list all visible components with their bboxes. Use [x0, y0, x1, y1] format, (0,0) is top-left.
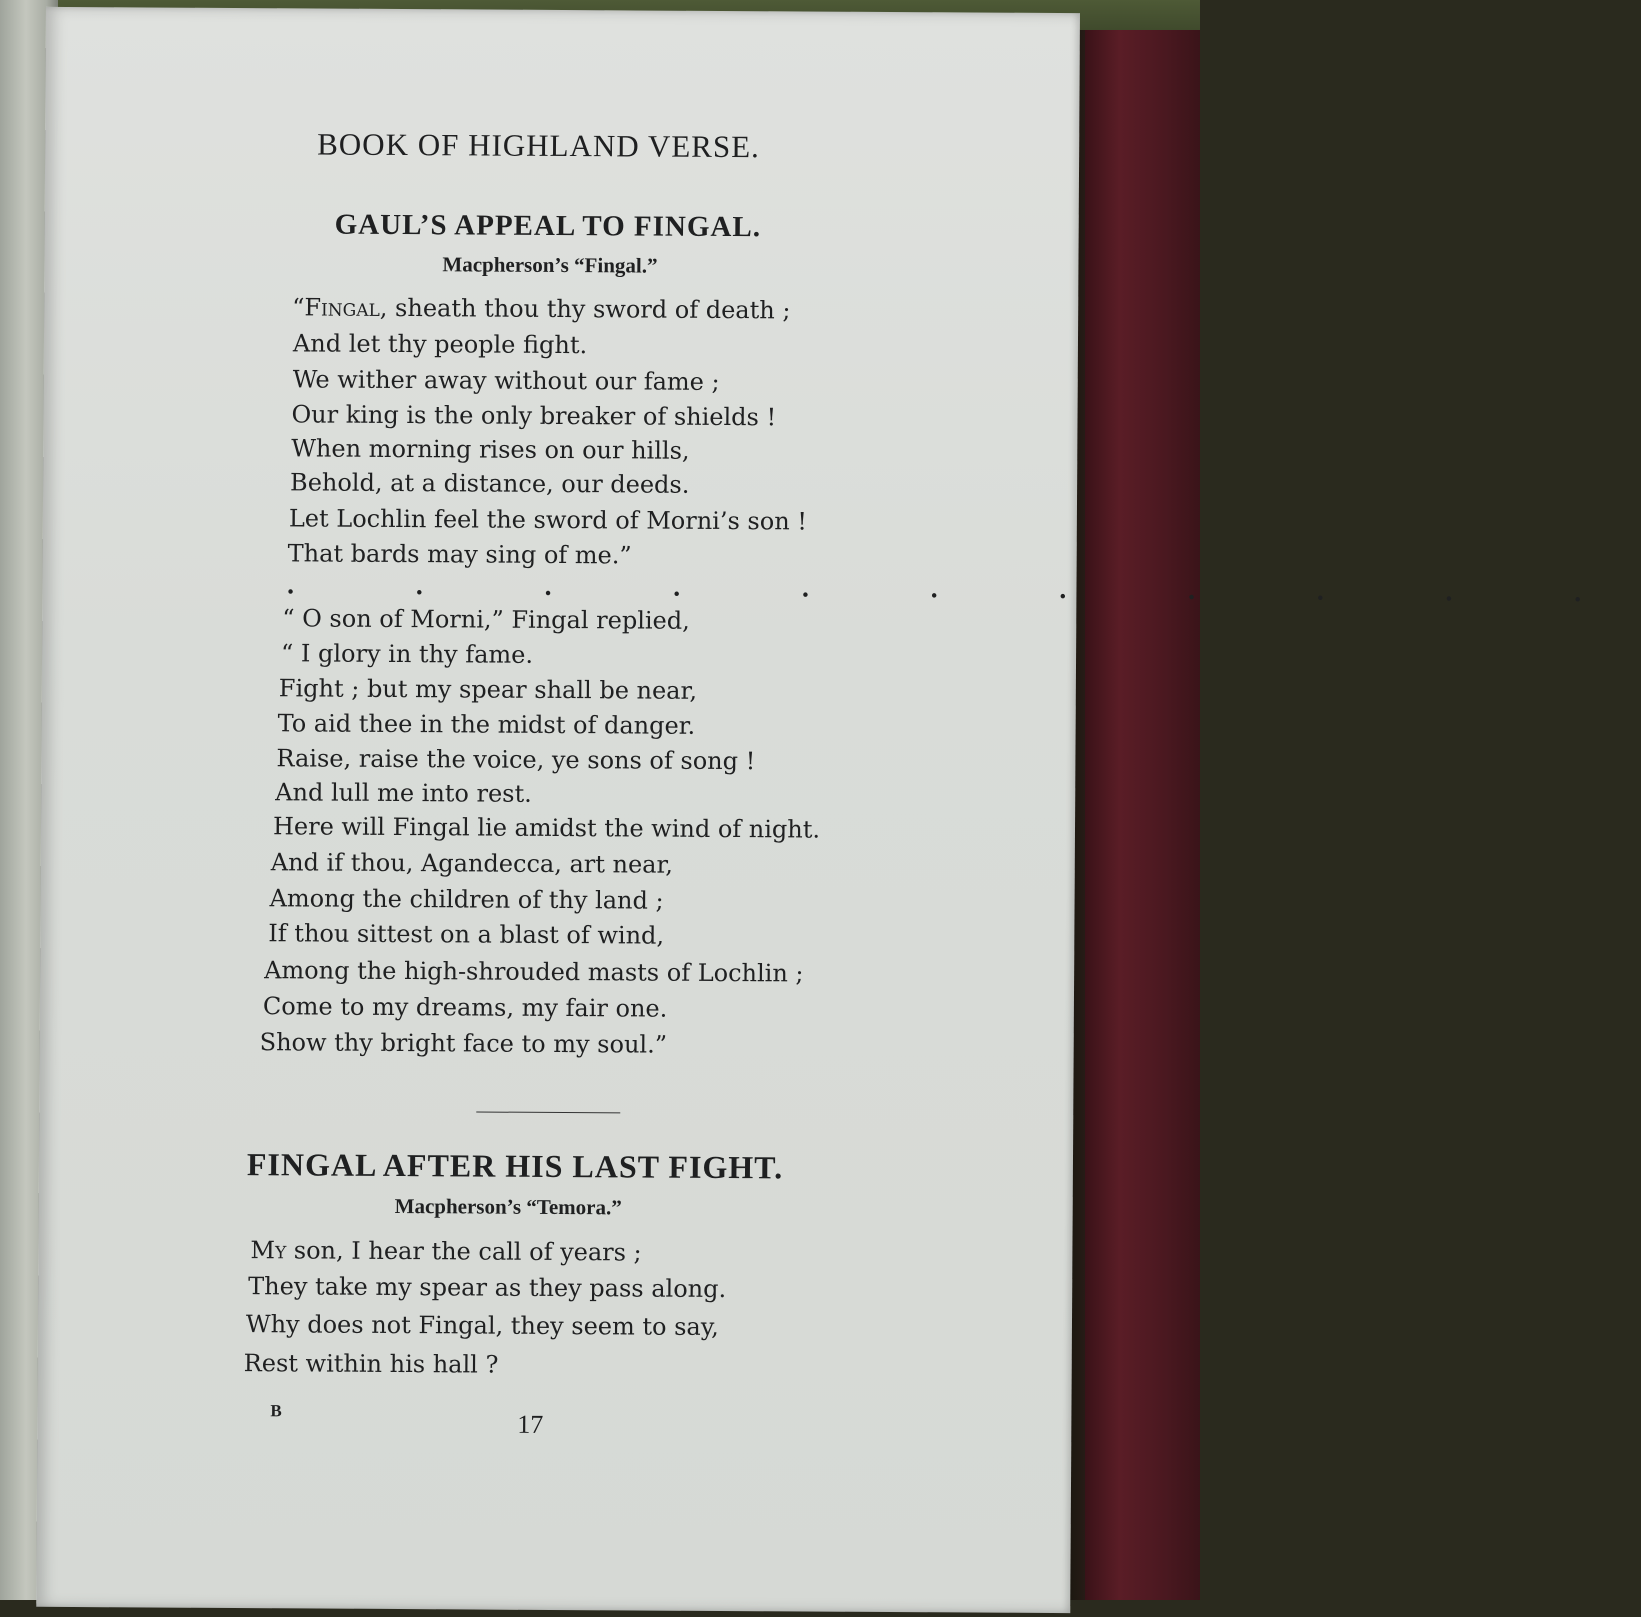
lead-word: My: [250, 1236, 287, 1265]
verse-line: Raise, raise the voice, ye sons of song !: [276, 744, 756, 776]
verse-line: Show thy bright face to my soul.”: [259, 1028, 668, 1059]
verse-line: That bards may sing of me.”: [287, 539, 632, 570]
verse-line: We wither away without our fame ;: [292, 365, 720, 396]
verse-line: Our king is the only breaker of shields !: [291, 400, 777, 432]
verse-line: If thou sittest on a blast of wind,: [268, 919, 665, 950]
verse-line: Here will Fingal lie amidst the wind of night.: [272, 812, 821, 844]
verse-line: Among the children of thy land ;: [269, 884, 664, 915]
signature-mark: B: [270, 1401, 282, 1421]
lead-word: “Fingal: [292, 293, 380, 322]
verse-line: Come to my dreams, my fair one.: [262, 992, 668, 1023]
verse-line: And if thou, Agandecca, art near,: [270, 848, 674, 879]
verse-line: Rest within his hall ?: [243, 1349, 499, 1379]
poem-source: Macpherson’s “Fingal.”: [442, 252, 658, 278]
verse-rest: , sheath thou thy sword of death ;: [379, 293, 791, 325]
verse-line: Let Lochlin feel the sword of Morni’s son !: [288, 504, 808, 536]
verse-line: [250, 1236, 642, 1267]
book-page: [36, 7, 1639, 1613]
verse-line: They take my spear as they pass along.: [248, 1272, 727, 1304]
verse-line-text: [250, 1236, 641, 1266]
verse-line: To aid thee in the midst of danger.: [277, 709, 696, 740]
verse-line-text: [292, 293, 790, 324]
verse-rest: son, I hear the call of years ;: [286, 1236, 642, 1267]
running-head: BOOK OF HIGHLAND VERSE.: [317, 126, 760, 165]
verse-line: “ I glory in thy fame.: [280, 639, 534, 669]
book-cover-right: [1085, 30, 1200, 1600]
verse-line: [292, 293, 791, 325]
verse-line: Why does not Fingal, they seem to say,: [245, 1310, 719, 1341]
verse-line: “ O son of Morni,” Fingal replied,: [282, 604, 690, 635]
poem-title: FINGAL AFTER HIS LAST FIGHT.: [246, 1146, 784, 1186]
verse-line: And let thy people fight.: [292, 329, 588, 360]
poem-source: Macpherson’s “Temora.”: [394, 1193, 622, 1220]
verse-line: And lull me into rest.: [275, 778, 532, 808]
page-number: 17: [517, 1409, 544, 1439]
verse-line: Fight ; but my spear shall be near,: [278, 674, 698, 705]
verse-line: Behold, at a distance, our deeds.: [290, 468, 690, 499]
poem-title: GAUL’S APPEAL TO FINGAL.: [334, 208, 762, 244]
stanza-break-dots: . . . . . . . . . . .: [286, 570, 1639, 608]
section-divider: [476, 1111, 620, 1113]
verse-line: Among the high-shrouded masts of Lochlin ;: [264, 956, 804, 988]
verse-line: When morning rises on our hills,: [291, 434, 690, 465]
